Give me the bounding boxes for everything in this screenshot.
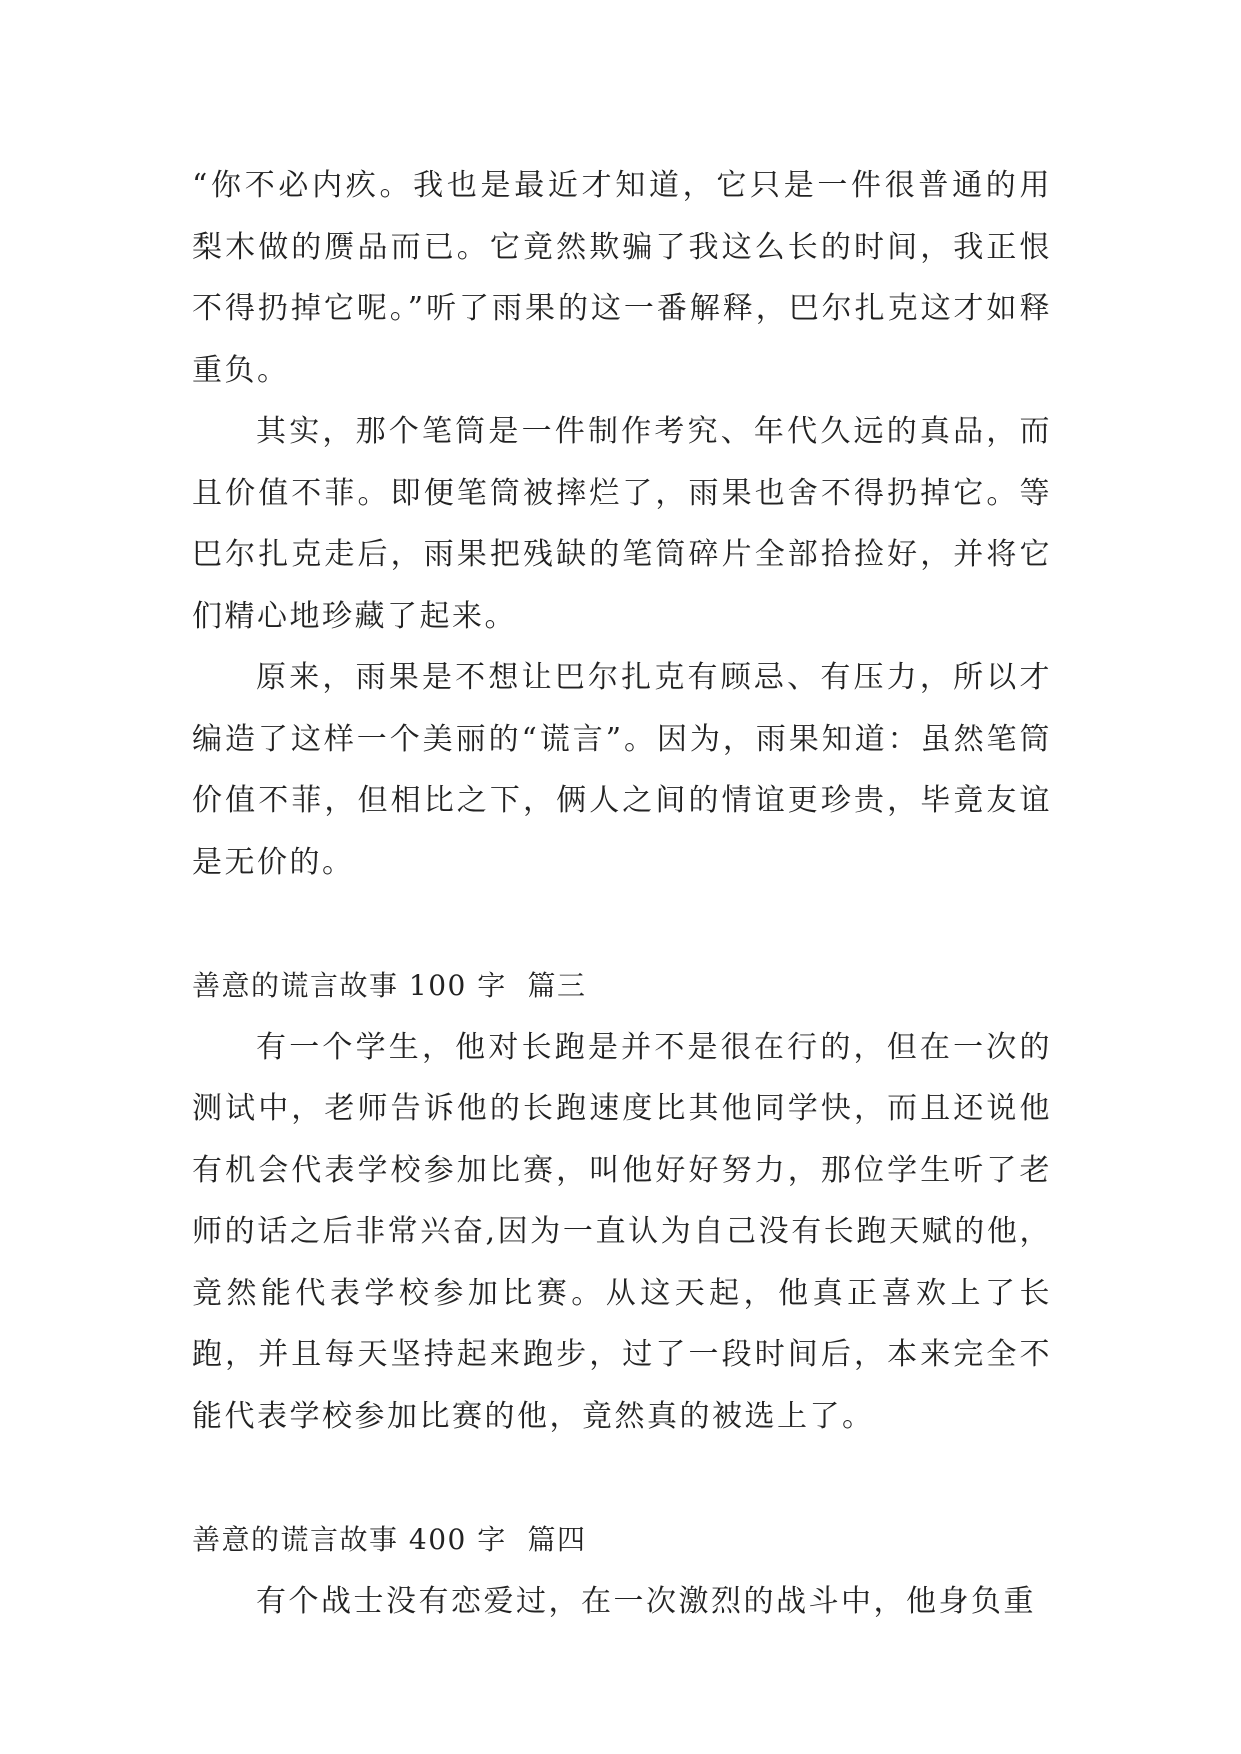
section-spacer xyxy=(192,1447,1052,1509)
story-paragraph-2: 其实，那个笔筒是一件制作考究、年代久远的真品，而且价值不菲。即便笔筒被摔烂了，雨果也舍不得扔掉它。等巴尔扎克走后，雨果把残缺的笔筒碎片全部拾捡好，并将它们精心地珍藏了起来。 xyxy=(192,414,1052,634)
section-spacer xyxy=(192,893,1052,955)
story-paragraph-1: “你不必内疚。我也是最近才知道，它只是一件很普通的用梨木做的赝品而已。它竟然欺骗了我这么长的时间，我正恨不得扔掉它呢。”听了雨果的这一番解释，巴尔扎克这才如释重负。 xyxy=(192,168,1052,388)
document-body xyxy=(192,155,1052,1632)
section-3-paragraph: 有一个学生，他对长跑是并不是很在行的，但在一次的测试中，老师告诉他的长跑速度比其他同学快，而且还说他有机会代表学校参加比赛，叫他好好努力，那位学生听了老师的话之后非常兴奋,因为一直认为自己没有长跑天赋的他，竟然能代表学校参加比赛。从这天起，他真正喜欢上了长跑，并且每天坚持起来跑步，过了一段时间后，本来完全不能代表学校参加比赛的他，竟然真的被选上了。 xyxy=(192,1029,1052,1434)
section-4-paragraph: 有个战士没有恋爱过，在一次激烈的战斗中，他身负重 xyxy=(256,1583,1036,1619)
section-3-heading: 善意的谎言故事 100 字 篇三 xyxy=(192,969,587,1002)
section-4-heading: 善意的谎言故事 400 字 篇四 xyxy=(192,1523,587,1556)
story-paragraph-3: 原来，雨果是不想让巴尔扎克有顾忌、有压力，所以才编造了这样一个美丽的“谎言”。因为，雨果知道：虽然笔筒价值不菲，但相比之下，俩人之间的情谊更珍贵，毕竟友谊是无价的。 xyxy=(192,660,1052,880)
